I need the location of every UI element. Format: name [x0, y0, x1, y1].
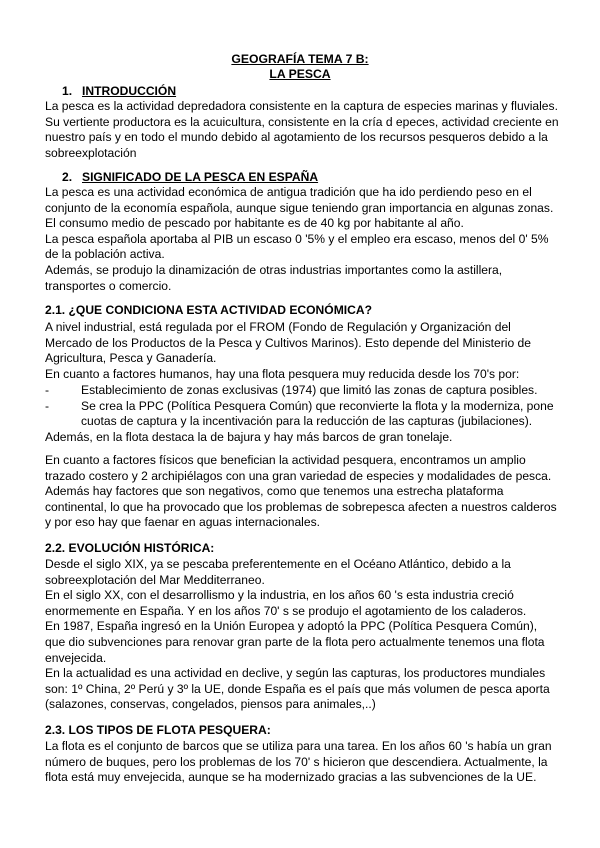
text-line: La pesca es una actividad económica de antigua tradición que ha ido perdiendo peso en el — [45, 185, 532, 199]
text-line: En cuanto a factores humanos, hay una flota pesquera muy reducida desde los 70's por: — [45, 366, 520, 381]
text-line: Además, se produjo la dinamización de otras industrias importantes como la astillera, — [45, 262, 503, 277]
section-2-3-heading: 2.3. LOS TIPOS DE FLOTA PESQUERA: — [45, 723, 271, 737]
text-line: En cuanto a factores físicos que benefician la actividad pesquera, encontramos un amplio — [45, 453, 526, 467]
text-line: Su vertiente productora es la acuicultura, consistente en la cría d epeces, actividad creciente en — [45, 114, 559, 129]
section-1-title: INTRODUCCIÓN — [82, 84, 177, 98]
text-line: A nivel industrial, está regulada por el FROM (Fondo de Regulación y Organización del — [45, 320, 511, 334]
section-2-1-heading: 2.1. ¿QUE CONDICIONA ESTA ACTIVIDAD ECONÓMICA? — [45, 303, 372, 317]
text-line: Además hay factores que son negativos, como que tenemos una estrecha plataforma — [45, 484, 504, 499]
section-2-paragraph — [45, 185, 565, 294]
text-line: En el siglo XX, con el desarrollismo y la industria, en los años 60 's esta industria creció — [45, 588, 514, 603]
section-2-1-bullet-list — [45, 383, 565, 430]
section-2-1-paragraph — [45, 320, 565, 382]
text-line: y por eso hay que faenar en aguas internacionales. — [45, 515, 320, 530]
text-line: cuotas de captura y la incentivación para la reducción de las capturas (jubilaciones). — [81, 414, 533, 429]
bullet-dash: - — [45, 383, 50, 397]
text-line: El consumo medio de pescado por habitante es de 40 kg por habitante al año. — [45, 216, 464, 231]
section-2-3-paragraph — [45, 739, 565, 786]
text-line: envejecida. — [45, 650, 107, 665]
text-line: sobreexplotación del Mar Medditerraneo. — [45, 572, 265, 587]
text-line: Se crea la PPC (Política Pesquera Común) que reconvierte la flota y la moderniza, pone — [81, 398, 554, 413]
section-1-number: 1. — [62, 84, 73, 98]
text-line: Mercado de los Productos de la Pesca y Cultivos Marinos). Esto depende del Ministerio de — [45, 335, 532, 350]
section-1-heading — [62, 84, 176, 99]
section-1-paragraph — [45, 99, 565, 161]
section-2-1-paragraph-2 — [45, 453, 565, 531]
section-2-2-heading: 2.2. EVOLUCIÓN HISTÓRICA: — [45, 541, 215, 555]
text-line: Además, en la flota destaca la de bajura y hay más barcos de gran tonelaje. — [45, 430, 453, 444]
text-line: En la actualidad es una actividad en declive, y según las capturas, los productores mundiales — [45, 666, 546, 681]
list-item — [45, 383, 565, 399]
section-2-number: 2. — [62, 170, 73, 184]
text-line: transportes o comercio. — [45, 278, 172, 293]
text-line: flota está muy envejecida, aunque se ha modernizado gracias a las subvenciones de la UE. — [45, 770, 537, 785]
text-line: En 1987, España ingresó en la Unión Europea y adoptó la PPC (Política Pesquera Común), — [45, 619, 538, 634]
text-line: trazado costero y 2 archipiélagos con una gran variedad de especies y modalidades de pesca. — [45, 468, 552, 483]
text-line: Desde el siglo XIX, ya se pescaba preferentemente en el Océano Atlántico, debido a la — [45, 557, 511, 571]
text-line: continental, lo que ha provocado que los problemas de sobrepesca afecten a nuestros calderos — [45, 499, 557, 514]
text-line: Agricultura, Pesca y Ganadería. — [45, 351, 217, 366]
text-line: de la población activa. — [45, 247, 165, 262]
section-2-1-after-bullets — [45, 430, 565, 446]
document-title: GEOGRAFÍA TEMA 7 B: — [231, 52, 369, 66]
text-line: La flota es el conjunto de barcos que se utiliza para una tarea. En los años 60 's había un gran — [45, 739, 552, 753]
bullet-dash: - — [45, 398, 50, 413]
text-line: sobreexplotación — [45, 145, 137, 160]
text-line: (salazones, conservas, congelados, piensos para animales,..) — [45, 697, 376, 712]
text-line: número de buques, pero los problemas de los 70' s hicieron que descendiera. Actualmente, la — [45, 754, 548, 769]
section-2-title: SIGNIFICADO DE LA PESCA EN ESPAÑA — [82, 170, 319, 184]
text-line: son: 1º China, 2º Perú y 3º la UE, donde España es el país que más volumen de pesca aporta — [45, 681, 550, 696]
text-line: enormemente en España. Y en los años 70' s se produjo el agotamiento de los caladeros. — [45, 603, 527, 618]
list-item — [45, 399, 565, 430]
section-2-2-paragraph — [45, 557, 565, 713]
text-line: La pesca española aportaba al PIB un escaso 0 '5% y el empleo era escaso, menos del 0' 5% — [45, 231, 549, 246]
text-line: nuestro país y en todo el mundo debido al agotamiento de los recursos pesqueros debido a la — [45, 130, 548, 145]
text-line: que dio subvenciones para renovar gran parte de la flota pero actualmente tenemos una flota — [45, 634, 545, 649]
text-line: conjunto de la economía española, aunque sigue teniendo gran importancia en algunas zonas. — [45, 200, 554, 215]
text-line: La pesca es la actividad depredadora consistente en la captura de especies marinas y fluviales. — [45, 99, 558, 113]
document-subtitle: LA PESCA — [269, 67, 331, 81]
section-2-heading — [62, 170, 318, 185]
text-line: Establecimiento de zonas exclusivas (1974) que limitó las zonas de captura posibles. — [81, 383, 538, 397]
